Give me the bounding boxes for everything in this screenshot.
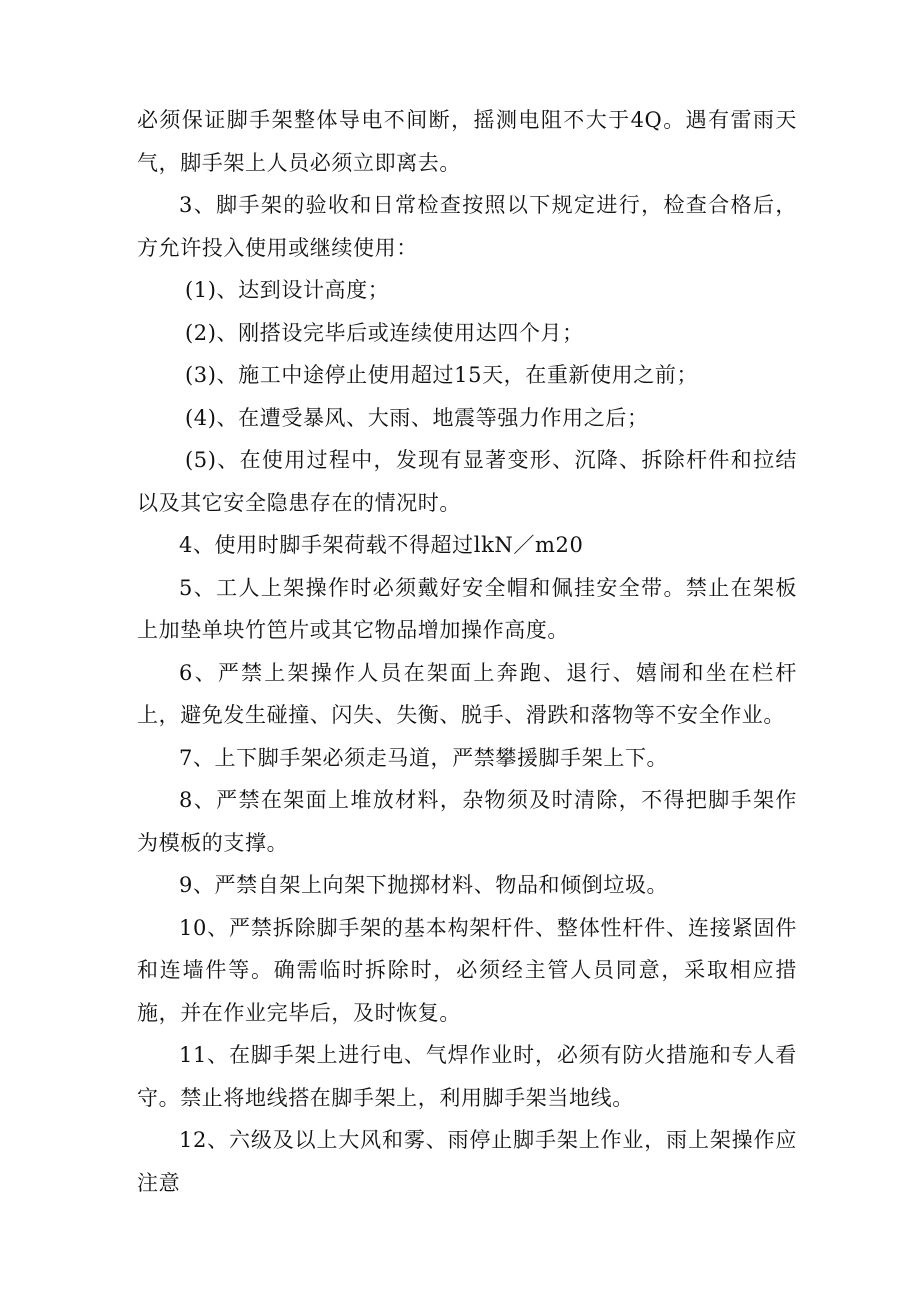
document-body [137, 99, 797, 1204]
sub-item-3: (3)、施工中途停止使用超过15天，在重新使用之前； [185, 363, 699, 387]
paragraph-item-7: 7、上下脚手架必须走马道，严禁攀援脚手架上下。 [179, 745, 669, 770]
sub-item-1: (1)、达到设计高度； [185, 278, 390, 302]
paragraph-item-8: 8、严禁在架面上堆放材料，杂物须及时清除，不得把脚手架作为模板的支撑。 [137, 788, 797, 855]
paragraph-item-3: 3、脚手架的验收和日常检查按照以下规定进行，检查合格后，方允许投入使用或继续使用： [137, 193, 797, 260]
sub-item-2: (2)、刚搭设完毕后或连续使用达四个月； [185, 320, 584, 345]
paragraph-item-6: 6、严禁上架操作人员在架面上奔跑、退行、嬉闹和坐在栏杆上，避免发生碰撞、闪失、失衡、脱手、滑跌和落物等不安全作业。 [137, 660, 797, 727]
sub-item-4: (4)、在遭受暴风、大雨、地震等强力作用之后； [185, 405, 649, 430]
sub-item-5: (5)、在使用过程中，发现有显著变形、沉降、拆除杆件和拉结以及其它安全隐患存在的情况时。 [137, 448, 797, 515]
paragraph-item-12: 12、六级及以上大风和雾、雨停止脚手架上作业，雨上架操作应注意 [137, 1128, 797, 1195]
paragraph-item-9: 9、严禁自架上向架下抛掷材料、物品和倾倒垃圾。 [179, 873, 669, 897]
paragraph-continued: 必须保证脚手架整体导电不间断，摇测电阻不大于4Q。遇有雷雨天气，脚手架上人员必须立即离去。 [137, 108, 797, 175]
paragraph-item-5: 5、工人上架操作时必须戴好安全帽和佩挂安全带。禁止在架板上加垫单块竹笆片或其它物品增加操作高度。 [137, 575, 797, 642]
paragraph-item-10: 10、严禁拆除脚手架的基本构架杆件、整体性杆件、连接紧固件和连墙件等。确需临时拆除时，必须经主管人员同意，采取相应措施，并在作业完毕后，及时恢复。 [137, 915, 797, 1025]
paragraph-item-4: 4、使用时脚手架荷载不得超过lkN／m20 [179, 533, 584, 557]
paragraph-item-11: 11、在脚手架上进行电、气焊作业时，必须有防火措施和专人看守。禁止将地线搭在脚手架上，利用脚手架当地线。 [137, 1043, 797, 1110]
